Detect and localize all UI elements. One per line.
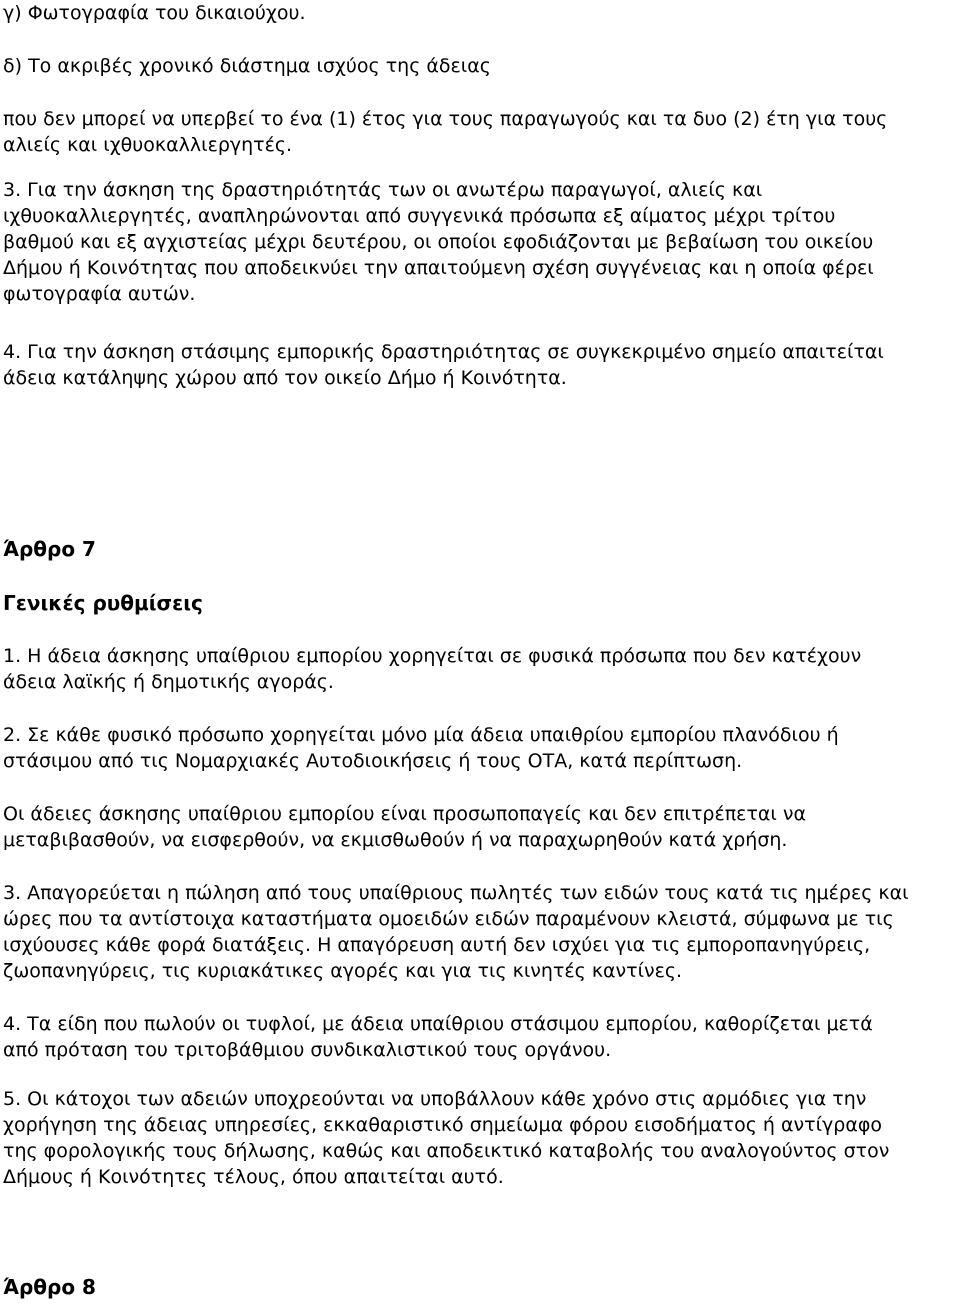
text-line: ώρες που τα αντίστοιχα καταστήματα ομοειδών ειδών παραμένουν κλειστά, σύμφωνα με τις — [3, 908, 894, 930]
text-line: βαθμού και εξ αγχιστείας μέχρι δευτέρου, οι οποίοι εφοδιάζονται με βεβαίωση του οικείου — [3, 231, 874, 253]
text-line: 3. Για την άσκηση της δραστηριότητάς των οι ανωτέρω παραγωγοί, αλιείς και — [3, 179, 763, 201]
text-line: ιχθυοκαλλιεργητές, αναπληρώνονται από συγγενικά πρόσωπα εξ αίματος μέχρι τρίτου — [3, 205, 836, 227]
text-line: 1. Η άδεια άσκησης υπαίθριου εμπορίου χορηγείται σε φυσικά πρόσωπα που δεν κατέχουν — [3, 645, 862, 667]
text-line: στάσιμου από τις Νομαρχιακές Αυτοδιοικήσεις ή τους ΟΤΑ, κατά περίπτωση. — [3, 750, 743, 772]
text-line: μεταβιβασθούν, να εισφερθούν, να εκμισθωθούν ή να παραχωρηθούν κατά χρήση. — [3, 829, 788, 851]
text-line: 4. Για την άσκηση στάσιμης εμπορικής δραστηριότητας σε συγκεκριμένο σημείο απαιτείται — [3, 341, 884, 363]
text-line: φωτογραφία αυτών. — [3, 283, 196, 305]
text-line: 4. Τα είδη που πωλούν οι τυφλοί, με άδεια υπαίθριου στάσιμου εμπορίου, καθορίζεται μετά — [3, 1013, 873, 1035]
text-line: από πρόταση του τριτοβάθμιου συνδικαλιστικού τους οργάνου. — [3, 1039, 612, 1061]
text-line: Δήμου ή Κοινότητας που αποδεικνύει την απαιτούμενη σχέση συγγένειας και η οποία φέρει — [3, 257, 874, 279]
paragraph-validity-period — [3, 53, 953, 79]
article-7-subheading: Γενικές ρυθμίσεις — [3, 591, 203, 615]
text-line: 2. Σε κάθε φυσικό πρόσωπο χορηγείται μόνο μία άδεια υπαιθρίου εμπορίου πλανόδιου ή — [3, 724, 839, 746]
text-line: Οι άδειες άσκησης υπαίθριου εμπορίου είναι προσωποπαγείς και δεν επιτρέπεται να — [3, 803, 807, 825]
article-8-heading: Άρθρο 8 — [3, 1275, 96, 1299]
paragraph-4-stationary — [3, 339, 953, 391]
text-line: που δεν μπορεί να υπερβεί το ένα (1) έτος για τους παραγωγούς και τα δυο (2) έτη για τους — [3, 108, 888, 130]
paragraph-art7-3 — [3, 880, 953, 984]
paragraph-3-substitution — [3, 177, 953, 307]
text-line: ισχύουσες κάθε φορά διατάξεις. Η απαγόρευση αυτή δεν ισχύει για τις εμποροπανηγύρεις, — [3, 934, 871, 956]
paragraph-art7-personal — [3, 801, 953, 853]
paragraph-validity-limit — [3, 106, 953, 158]
text-line: γ) Φωτογραφία του δικαιούχου. — [3, 2, 306, 24]
text-line: χορήγηση της άδειας υπηρεσίες, εκκαθαριστικό σημείωμα φόρου εισοδήματος ή αντίγραφο — [3, 1114, 883, 1136]
text-line: αλιείς και ιχθυοκαλλιεργητές. — [3, 134, 293, 156]
text-line: δ) Το ακριβές χρονικό διάστημα ισχύος της άδειας — [3, 55, 491, 77]
text-line: άδεια κατάληψης χώρου από τον οικείο Δήμο ή Κοινότητα. — [3, 367, 567, 389]
text-line: άδεια λαϊκής ή δημοτικής αγοράς. — [3, 671, 334, 693]
text-line: 3. Απαγορεύεται η πώληση από τους υπαίθριους πωλητές των ειδών τους κατά τις ημέρες και — [3, 882, 909, 904]
paragraph-art7-5 — [3, 1086, 953, 1190]
text-line: Δήμους ή Κοινότητες τέλους, όπου απαιτείται αυτό. — [3, 1166, 504, 1188]
text-line: ζωοπανηγύρεις, τις κυριακάτικες αγορές και για τις κινητές καντίνες. — [3, 960, 683, 982]
paragraph-art7-4 — [3, 1011, 953, 1063]
text-line: της φορολογικής τους δήλωσης, καθώς και αποδεικτικό καταβολής του αναλογούντος στον — [3, 1140, 890, 1162]
paragraph-art7-2 — [3, 722, 953, 774]
paragraph-photo — [3, 0, 953, 26]
article-7-heading: Άρθρο 7 — [3, 537, 96, 561]
text-line: 5. Οι κάτοχοι των αδειών υποχρεούνται να υποβάλλουν κάθε χρόνο στις αρμόδιες για την — [3, 1088, 867, 1110]
paragraph-art7-1 — [3, 643, 953, 695]
